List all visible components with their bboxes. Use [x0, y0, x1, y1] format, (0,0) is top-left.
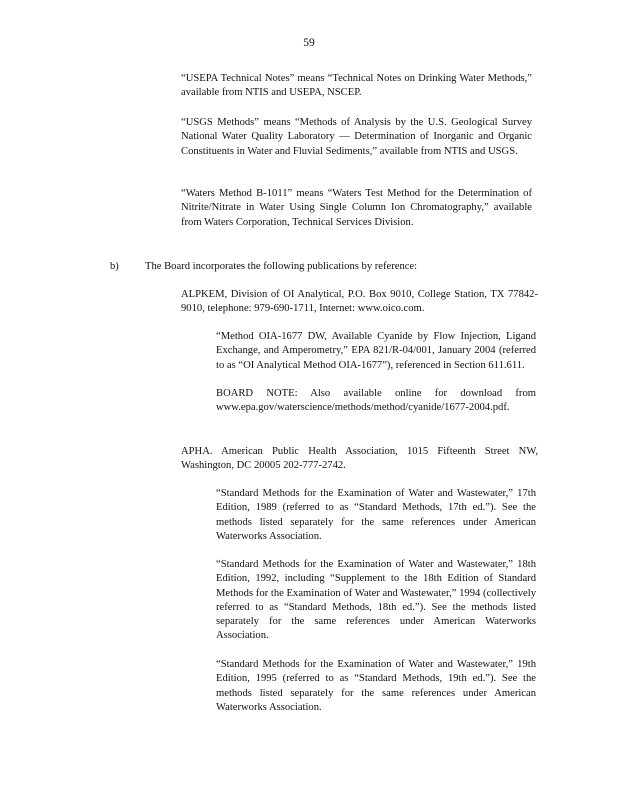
apha-address: APHA. American Public Health Association, 1015 Fifteenth Street NW, Washington, DC 20005 202-777-2742.: [181, 446, 538, 472]
alpkem-method-reference: “Method OIA-1677 DW, Available Cyanide by Flow Injection, Ligand Exchange, and Amperometry,” EPA 821/R-04/001, January 2004 (referred to as “OI Analytical Method OIA-1677”), referenced in Section 611.611.: [216, 331, 536, 371]
definition-waters-method: “Waters Method B-1011” means “Waters Test Method for the Determination of Nitrite/Nitrate in Water Using Single Column Ion Chromatography,” available from Waters Corporation, Technical Services Division.: [181, 188, 532, 228]
alpkem-address: ALPKEM, Division of OI Analytical, P.O. Box 9010, College Station, TX 77842-9010, telephone: 979-690-1711, Internet: www.oico.com.: [181, 289, 538, 315]
alpkem-board-note: BOARD NOTE: Also available online for download from www.epa.gov/waterscience/methods/method/cyanide/1677-2004.pdf.: [216, 388, 536, 414]
definition-usgs-methods: “USGS Methods” means “Methods of Analysis by the U.S. Geological Survey National Water Quality Laboratory — Determination of Inorganic and Organic Constituents in Water and Fluvial Sediments,” available from NTIS and USGS.: [181, 117, 532, 157]
page-number: 59: [303, 37, 315, 49]
section-b-label: b): [110, 261, 119, 272]
section-b-intro: The Board incorporates the following publications by reference:: [145, 261, 418, 272]
apha-standard-methods-19th: “Standard Methods for the Examination of Water and Wastewater,” 19th Edition, 1995 (referred to as “Standard Methods, 19th ed.”). See the methods listed separately for the same references under American Waterworks Association.: [216, 659, 536, 713]
apha-standard-methods-18th: “Standard Methods for the Examination of Water and Wastewater,” 18th Edition, 1992, including “Supplement to the 18th Edition of Standard Methods for the Examination of Water and Wastewater,” 1994 (collectively referred to as “Standard Methods, 18th ed.”). See the methods listed separately for the same references under American Waterworks Association.: [216, 559, 536, 642]
apha-standard-methods-17th: “Standard Methods for the Examination of Water and Wastewater,” 17th Edition, 1989 (referred to as “Standard Methods, 17th ed.”). See the methods listed separately for the same references under American Waterworks Association.: [216, 488, 536, 542]
definition-usepa-technical-notes: “USEPA Technical Notes” means “Technical Notes on Drinking Water Methods,” available from NTIS and USEPA, NSCEP.: [181, 73, 532, 99]
